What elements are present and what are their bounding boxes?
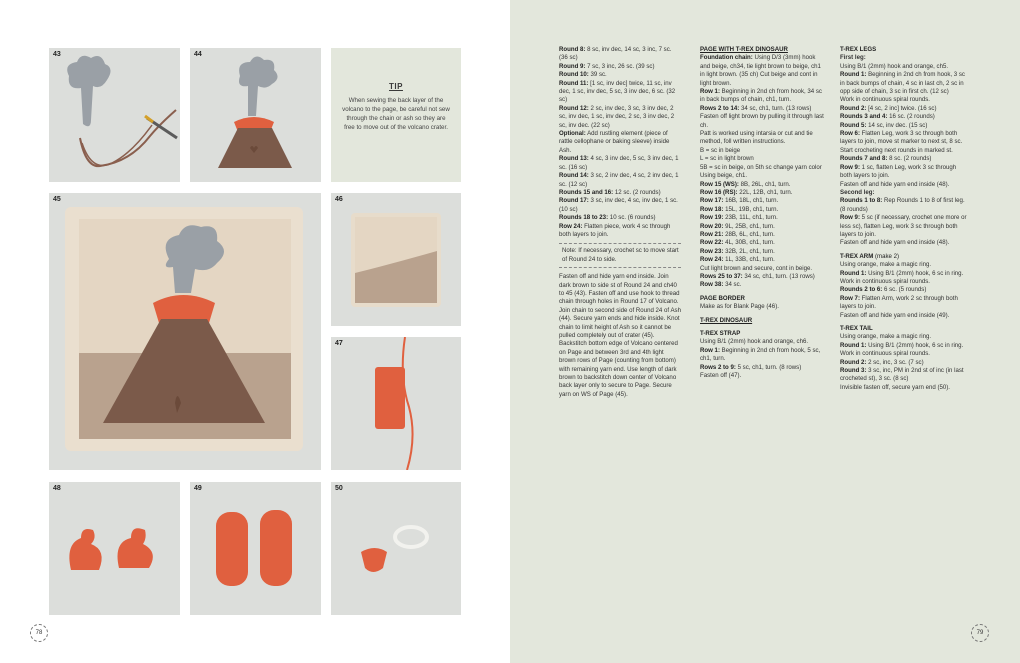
trex-arm-suffix: (make 2) bbox=[873, 252, 900, 260]
heading-trex-strap: T-REX STRAP bbox=[700, 330, 741, 337]
instruction-text: 1L, 33B, ch1, turn. bbox=[723, 256, 775, 264]
column-1-rounds bbox=[559, 46, 681, 239]
instruction-text: Work in continuous spiral rounds. bbox=[840, 350, 930, 358]
instruction-label: Round 8: bbox=[559, 46, 586, 53]
instruction-text: Fasten off and hide yarn end inside (48). bbox=[840, 180, 950, 188]
instruction-text: 12 sc. (2 rounds) bbox=[613, 188, 661, 196]
instruction-line bbox=[700, 256, 824, 264]
instruction-text: Using orange, make a magic ring. bbox=[840, 261, 932, 269]
instruction-line bbox=[840, 105, 968, 113]
instruction-text: Work in continuous spiral rounds. bbox=[840, 277, 930, 285]
instruction-label: Row 21: bbox=[700, 230, 724, 238]
instruction-label: Row 17: bbox=[700, 197, 724, 205]
instruction-label: Row 9: bbox=[840, 163, 860, 171]
instruction-text: 5 sc, ch1, turn. (8 rows) bbox=[735, 363, 802, 371]
instruction-text: 8 sc, inv dec, 14 sc, 3 inc, 7 sc. (36 sc) bbox=[559, 46, 672, 62]
instruction-line bbox=[559, 189, 681, 197]
instruction-line bbox=[700, 239, 824, 247]
instruction-label: Round 1: bbox=[840, 71, 867, 79]
instruction-text: 10 sc. (6 rounds) bbox=[608, 214, 656, 222]
photo-50 bbox=[331, 482, 461, 615]
instruction-line bbox=[840, 96, 968, 104]
instruction-text: 32B, 2L, ch1, turn. bbox=[723, 247, 775, 255]
instruction-line bbox=[840, 164, 968, 181]
instruction-text: Cut light brown and secure, cont in beige. bbox=[700, 264, 813, 272]
strap-image bbox=[331, 337, 461, 470]
instruction-text: Fasten off light brown by pulling it through last ch. bbox=[700, 113, 824, 129]
instruction-label: Row 24: bbox=[559, 222, 583, 230]
instruction-label: Row 19: bbox=[700, 214, 724, 222]
instruction-line bbox=[559, 80, 681, 105]
instruction-text: Fasten off and hide yarn end inside (49). bbox=[840, 311, 950, 319]
instruction-line bbox=[700, 181, 824, 189]
instruction-text: Patt is worked using intarsia or cut and tie method, foll written instructions. bbox=[700, 130, 813, 146]
instruction-text: Work in continuous spiral rounds. bbox=[840, 96, 930, 104]
instruction-line bbox=[700, 189, 824, 197]
instruction-text: 5B = sc in beige, on 5th sc change yarn color bbox=[700, 163, 822, 171]
instruction-text: 5 sc (if necessary, crochet one more or less sc), flatten Leg, work 3 sc through both layers to join. bbox=[840, 214, 967, 238]
instruction-label: Row 16 (RS): bbox=[700, 188, 738, 196]
instruction-line bbox=[559, 223, 681, 240]
instruction-line bbox=[700, 88, 824, 105]
instruction-text: 3 sc, inc, PM in 2nd st of inc (in last crocheted st), 3 sc. (8 sc) bbox=[840, 367, 964, 383]
instruction-text: B = sc in beige bbox=[700, 146, 741, 154]
instruction-text: Using B/1 (2mm) hook and orange, ch6. bbox=[700, 338, 809, 346]
instruction-line bbox=[700, 347, 824, 364]
instruction-label: Row 1: bbox=[700, 346, 720, 354]
page-number-right: 79 bbox=[971, 624, 989, 642]
instruction-line bbox=[559, 130, 681, 155]
instruction-text: L = sc in light brown bbox=[700, 155, 754, 163]
photo-45 bbox=[49, 193, 321, 470]
instruction-line bbox=[840, 113, 968, 121]
instruction-line bbox=[700, 147, 824, 155]
instruction-text: 7 sc, 3 inc, 26 sc. (39 sc) bbox=[585, 62, 655, 70]
instruction-text: Beginning in 2nd ch from hook, 5 sc, ch1, turn. bbox=[700, 346, 821, 363]
instruction-label: Rounds 18 to 23: bbox=[559, 214, 609, 222]
instruction-line bbox=[700, 372, 824, 380]
instruction-text: 14 sc, inv dec. (15 sc) bbox=[866, 121, 928, 129]
instruction-line bbox=[840, 63, 968, 71]
instruction-text: Flatten Leg, work 3 sc through both layers to join, move st marker to next st, 8 sc. Start crocheting next rounds in marked st. bbox=[840, 130, 963, 154]
instruction-text: 4 sc, 3 inv dec, 5 sc, 3 inv dec, 1 sc. (16 sc) bbox=[559, 155, 679, 171]
instruction-label: Row 1: bbox=[700, 88, 720, 96]
heading-trex-arm bbox=[840, 253, 968, 261]
trex-strap-instructions bbox=[700, 338, 824, 380]
ash-with-chain-image bbox=[49, 48, 180, 182]
instruction-label: Rows 25 to 37: bbox=[700, 272, 743, 280]
trex-arm-label: T-REX ARM bbox=[840, 252, 874, 260]
instruction-text: [1 sc, inv dec] twice, 11 sc, inv dec, 1 sc, inv dec, 5 sc, 3 inv dec, 6 sc. (32 sc) bbox=[559, 79, 676, 104]
photo-number: 44 bbox=[194, 51, 202, 58]
legs-image bbox=[49, 482, 180, 615]
instruction-text: 16B, 18L, ch1, turn. bbox=[723, 197, 779, 205]
instruction-text: 22L, 12B, ch1, turn. bbox=[737, 188, 793, 196]
instruction-line bbox=[700, 223, 824, 231]
instruction-text: 28B, 6L, ch1, turn. bbox=[723, 230, 775, 238]
instruction-label: Rounds 7 and 8: bbox=[840, 155, 888, 163]
heading-trex-legs: T-REX LEGS bbox=[840, 46, 877, 53]
instruction-line bbox=[700, 155, 824, 163]
instruction-line bbox=[700, 197, 824, 205]
instruction-line bbox=[700, 231, 824, 239]
instruction-line bbox=[700, 273, 824, 281]
instruction-text: Invisible fasten off, secure yarn end (50). bbox=[840, 383, 950, 391]
instruction-text: 1 sc, flatten Leg, work 3 sc through both layers to join. bbox=[840, 163, 957, 180]
page-border-text: Make as for Blank Page (46). bbox=[700, 303, 779, 311]
instruction-label: Row 18: bbox=[700, 205, 724, 213]
instruction-text: Add rustling element (piece of rattle cellophane or baking sleeve) inside Ash. bbox=[559, 130, 670, 154]
instruction-text: 9L, 25B, ch1, turn. bbox=[723, 222, 775, 230]
instruction-text: 8B, 26L, ch1, turn. bbox=[738, 180, 791, 188]
heading-page-border: PAGE BORDER bbox=[700, 294, 745, 302]
tail-image bbox=[331, 482, 461, 615]
instruction-label: Round 12: bbox=[559, 104, 589, 112]
heading-page-with-trex: PAGE WITH T-REX DINOSAUR bbox=[700, 46, 788, 53]
instruction-text: Using B/1 (2mm) hook, 6 sc in ring. bbox=[866, 269, 964, 277]
photo-number: 46 bbox=[335, 196, 343, 203]
instruction-label: Row 7: bbox=[840, 294, 860, 302]
photo-44 bbox=[190, 48, 321, 182]
instruction-label: Rounds 15 and 16: bbox=[559, 188, 614, 196]
instruction-text: 34 sc, ch1, turn. (13 rows) bbox=[742, 272, 815, 280]
instruction-text: Using orange, make a magic ring. bbox=[840, 333, 932, 341]
instruction-text: 2 sc, inv dec, 3 sc, 3 inv dec, 2 sc, inv dec, 1 sc, inv dec, 2 sc, 3 inv dec, 2 sc, inv dec. (22 sc) bbox=[559, 104, 675, 129]
volcano-assembly-paragraph: Fasten off and hide yarn end inside. Join dark brown to side st of Round 24 and ch40 to 45 (43). Fasten off and use hook to thread chain through holes in Round 17 of Volcano. Join chain to second side of Round 24 of Ash (44). Secure yarn ends and hide inside. Knot chain to limit height of Ash so it cannot be pulled completely out of crater (45). Backstitch bottom edge of Volcano centered on Page and between 3rd and 4th light brown rows of Page (counting from bottom) with remaining yarn end. Use length of dark brown to backstitch down center of Volcano back layer only to secure to Page. Secure yarn on WS of Page (45). bbox=[559, 273, 681, 398]
instruction-line bbox=[559, 197, 681, 214]
tip-title: TIP bbox=[389, 82, 403, 91]
instruction-line bbox=[840, 181, 968, 189]
blank-page-image bbox=[331, 193, 461, 326]
page-with-trex-instructions bbox=[700, 54, 824, 289]
instruction-text: 3 sc, 2 inv dec, 4 sc, 2 inv dec, 1 sc. (12 sc) bbox=[559, 172, 679, 188]
column-2 bbox=[700, 46, 824, 380]
instruction-text: 23B, 11L, ch1, turn. bbox=[723, 214, 778, 222]
instruction-label: Foundation chain: bbox=[700, 54, 753, 62]
instruction-label: Round 2: bbox=[840, 358, 867, 366]
instruction-line bbox=[840, 295, 968, 312]
heading-trex-dinosaur: T-REX DINOSAUR bbox=[700, 316, 753, 324]
photo-49 bbox=[190, 482, 321, 615]
photo-48 bbox=[49, 482, 180, 615]
instruction-line bbox=[840, 350, 968, 358]
instruction-line bbox=[700, 214, 824, 222]
photo-number: 47 bbox=[335, 340, 343, 347]
instruction-label: Rounds 3 and 4: bbox=[840, 113, 888, 121]
instruction-label: Round 2: bbox=[840, 104, 867, 112]
instruction-label: Row 6: bbox=[840, 130, 860, 138]
instruction-line bbox=[559, 71, 681, 79]
instruction-line bbox=[700, 113, 824, 130]
column-3 bbox=[840, 46, 968, 392]
instruction-line bbox=[840, 342, 968, 350]
instruction-line bbox=[840, 261, 968, 269]
instruction-text: Beginning in 2nd ch from hook, 34 sc in back bumps of chain, ch1, turn. bbox=[700, 88, 822, 104]
instruction-label: Rounds 2 to 6: bbox=[840, 286, 883, 294]
instruction-line bbox=[700, 164, 824, 172]
photo-number: 43 bbox=[53, 51, 61, 58]
instruction-text: Fasten off (47). bbox=[700, 372, 742, 380]
instruction-label: Optional: bbox=[559, 130, 586, 138]
instruction-label: Row 23: bbox=[700, 247, 724, 255]
instruction-text: [4 sc, 2 inc] twice. (16 sc) bbox=[866, 104, 937, 112]
instruction-line bbox=[840, 71, 968, 96]
instruction-line bbox=[840, 197, 968, 214]
instruction-line bbox=[840, 270, 968, 278]
instruction-text: Using B/1 (2mm) hook and orange, ch5. bbox=[840, 62, 949, 70]
instruction-label: Round 9: bbox=[559, 62, 586, 70]
instruction-line bbox=[840, 122, 968, 130]
instruction-label: Row 24: bbox=[700, 256, 724, 264]
instruction-text: 4L, 30B, ch1, turn. bbox=[723, 239, 775, 247]
instruction-line bbox=[840, 239, 968, 247]
instruction-line bbox=[700, 54, 824, 88]
instruction-line bbox=[559, 155, 681, 172]
instruction-label: Round 11: bbox=[559, 79, 589, 87]
second-leg-instructions bbox=[840, 197, 968, 247]
page-number-left: 78 bbox=[30, 624, 48, 642]
instruction-label: Row 38: bbox=[700, 281, 724, 289]
instruction-text: Rep Rounds 1 to 8 of first leg. (8 rounds) bbox=[840, 197, 965, 213]
note-box: Note: If necessary, crochet sc to move start of Round 24 to side. bbox=[559, 243, 681, 268]
instruction-label: Rows 2 to 14: bbox=[700, 104, 740, 112]
instruction-text: Using beige, ch1. bbox=[700, 172, 748, 180]
instruction-line bbox=[700, 130, 824, 147]
instruction-text: 8 sc. (2 rounds) bbox=[887, 155, 932, 163]
photo-number: 48 bbox=[53, 485, 61, 492]
instruction-line bbox=[559, 214, 681, 222]
instruction-line bbox=[559, 172, 681, 189]
instruction-line bbox=[840, 214, 968, 239]
instruction-text: Using B/1 (2mm) hook, 6 sc in ring. bbox=[866, 341, 964, 349]
instruction-text: 34 sc. bbox=[723, 281, 742, 289]
volcano-page-image bbox=[49, 193, 321, 470]
subheading-first-leg: First leg: bbox=[840, 54, 866, 62]
instruction-line bbox=[700, 338, 824, 346]
instruction-line bbox=[840, 312, 968, 320]
instruction-text: 6 sc. (5 rounds) bbox=[882, 286, 927, 294]
instruction-text: Fasten off and hide yarn end inside (48). bbox=[840, 239, 950, 247]
instruction-text: Flatten Arm, work 2 sc through both layers to join. bbox=[840, 294, 958, 311]
photo-43 bbox=[49, 48, 180, 182]
right-page bbox=[510, 0, 1020, 663]
instruction-text: Beginning in 2nd ch from hook, 3 sc in back bumps of chain, 4 sc in last ch, 2 sc in opp side of chain, 3 sc in first ch. (12 sc) bbox=[840, 71, 965, 96]
tip-text: When sewing the back layer of the volcano to the page, be careful not sew through the chain or ash so they are free to move out of the volcano crater. bbox=[342, 97, 450, 131]
instruction-label: Row 9: bbox=[840, 214, 860, 222]
instruction-label: Round 1: bbox=[840, 269, 867, 277]
instruction-label: Round 5: bbox=[840, 121, 867, 129]
instruction-line bbox=[840, 155, 968, 163]
instruction-line bbox=[700, 281, 824, 289]
instruction-label: Round 17: bbox=[559, 197, 589, 205]
instruction-line bbox=[700, 105, 824, 113]
instruction-line bbox=[700, 364, 824, 372]
instruction-label: Round 10: bbox=[559, 71, 589, 79]
instruction-line bbox=[559, 63, 681, 71]
instruction-line bbox=[700, 172, 824, 180]
instruction-text: 16 sc. (2 rounds) bbox=[887, 113, 935, 121]
photo-number: 45 bbox=[53, 196, 61, 203]
instruction-text: 3 sc, inv dec, 4 sc, inv dec, 1 sc. (10 sc) bbox=[559, 197, 678, 213]
instruction-line bbox=[840, 130, 968, 155]
instruction-line bbox=[700, 248, 824, 256]
photo-47 bbox=[331, 337, 461, 470]
instruction-text: 34 sc, ch1, turn. (13 rows) bbox=[739, 104, 812, 112]
first-leg-instructions bbox=[840, 63, 968, 189]
instruction-label: Round 13: bbox=[559, 155, 589, 163]
instruction-label: Round 3: bbox=[840, 367, 867, 375]
instruction-text: 15L, 19B, ch1, turn. bbox=[723, 205, 779, 213]
instruction-text: Flatten piece, work 4 sc through both layers to join. bbox=[559, 222, 671, 238]
photo-number: 50 bbox=[335, 485, 343, 492]
instruction-line bbox=[559, 46, 681, 63]
instruction-line bbox=[700, 265, 824, 273]
instruction-line bbox=[700, 206, 824, 214]
instruction-line bbox=[840, 367, 968, 384]
instruction-text: 2 sc, inc, 3 sc. (7 sc) bbox=[866, 358, 924, 366]
instruction-line bbox=[840, 359, 968, 367]
instruction-label: Round 1: bbox=[840, 341, 867, 349]
instruction-line bbox=[840, 278, 968, 286]
instruction-line bbox=[840, 286, 968, 294]
instruction-label: Round 14: bbox=[559, 172, 589, 180]
instruction-label: Row 15 (WS): bbox=[700, 180, 739, 188]
instruction-label: Rounds 1 to 8: bbox=[840, 197, 883, 205]
instruction-line bbox=[840, 384, 968, 392]
trex-tail-instructions bbox=[840, 333, 968, 392]
instruction-line bbox=[840, 333, 968, 341]
photo-number: 49 bbox=[194, 485, 202, 492]
instruction-label: Rows 2 to 9: bbox=[700, 363, 736, 371]
instruction-text: Using D/3 (3mm) hook and beige, ch34, tie light brown to beige, ch1 in light brown. (35 ch) Cut beige and cont in light brown. bbox=[700, 54, 821, 87]
column-1 bbox=[559, 46, 681, 399]
trex-arm-instructions bbox=[840, 261, 968, 320]
instruction-text: 39 sc. bbox=[588, 71, 607, 79]
tip-box bbox=[331, 48, 461, 182]
photo-46 bbox=[331, 193, 461, 326]
instruction-label: Row 22: bbox=[700, 239, 724, 247]
volcano-with-ash-image bbox=[190, 48, 321, 182]
subheading-second-leg: Second leg: bbox=[840, 188, 875, 196]
heading-trex-tail: T-REX TAIL bbox=[840, 325, 873, 332]
instruction-line bbox=[559, 105, 681, 130]
arms-image bbox=[190, 482, 321, 615]
instruction-label: Row 20: bbox=[700, 222, 724, 230]
